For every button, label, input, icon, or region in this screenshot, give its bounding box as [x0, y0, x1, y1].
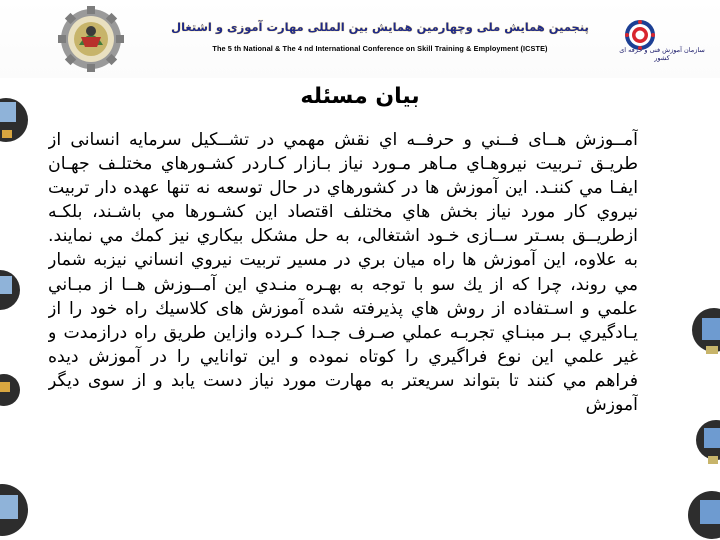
- conference-title-fa: پنجمین همایش ملی وچهارمین همایش بین المللی مهارت آموزی و اشتغال: [171, 20, 589, 34]
- organization-name: سازمان آموزش فنی و حرفه ای کشور: [619, 46, 705, 62]
- side-decoration-right: [678, 300, 720, 540]
- conference-banner: [150, 12, 610, 53]
- side-decoration-left: [0, 90, 40, 540]
- slide-header: [0, 0, 720, 78]
- conference-gear-emblem-icon: [56, 6, 126, 72]
- conference-title-en: The 5 th National & The 4 nd International Conference on Skill Training & Employment (ICSTE): [212, 44, 548, 53]
- slide-body-text: آمــوزش هــای فــني و حرفــه اي نقش مهمي در تشــكيل سرمايه انسانی از طريـق تـربيت نيروهـاي مـاهر مـورد نياز بـازار كـاردر كشـورهاي مختلـف جهـان ايفـا مي كننـد. اين آموزش ها در كشورهاي در حال توسعه نه تنها عهده دار تربيت نيروي كار مورد نياز بخش هاي مختلف اقتصاد اين كشـورها مي باشـند، بلكـه ازطريــق بسـتر ســازی خـود اشتغالی، به حل مشكل بيكاري نيز كمك مي نمايند. به علاوه، اين آموزش ها راه ميان بري در مسير تربيت نيروي انساني نيزبه شمار مي روند، چرا كه از يك سو با توجه به بهـره منـدي اين آمــوزش هــا از مبـاني علمي و اسـتفاده از روش هاي پذيرفته شده آموزش های كلاسيك راه خود را از يـادگيري بـر مبنـاي تجربـه عملي صـرف جـدا كـرده وازاين طريق راه درازمدت و غير علمي اين نوع فراگيري را كوتاه نموده و اين توانايي را در آموزش ديده فراهم مي كنند تا بتواند سريعتر به مهارت مورد نياز دست يابد و از سوی ديگر آموزش: [48, 130, 638, 416]
- slide-title: بیان مسئله: [300, 84, 420, 109]
